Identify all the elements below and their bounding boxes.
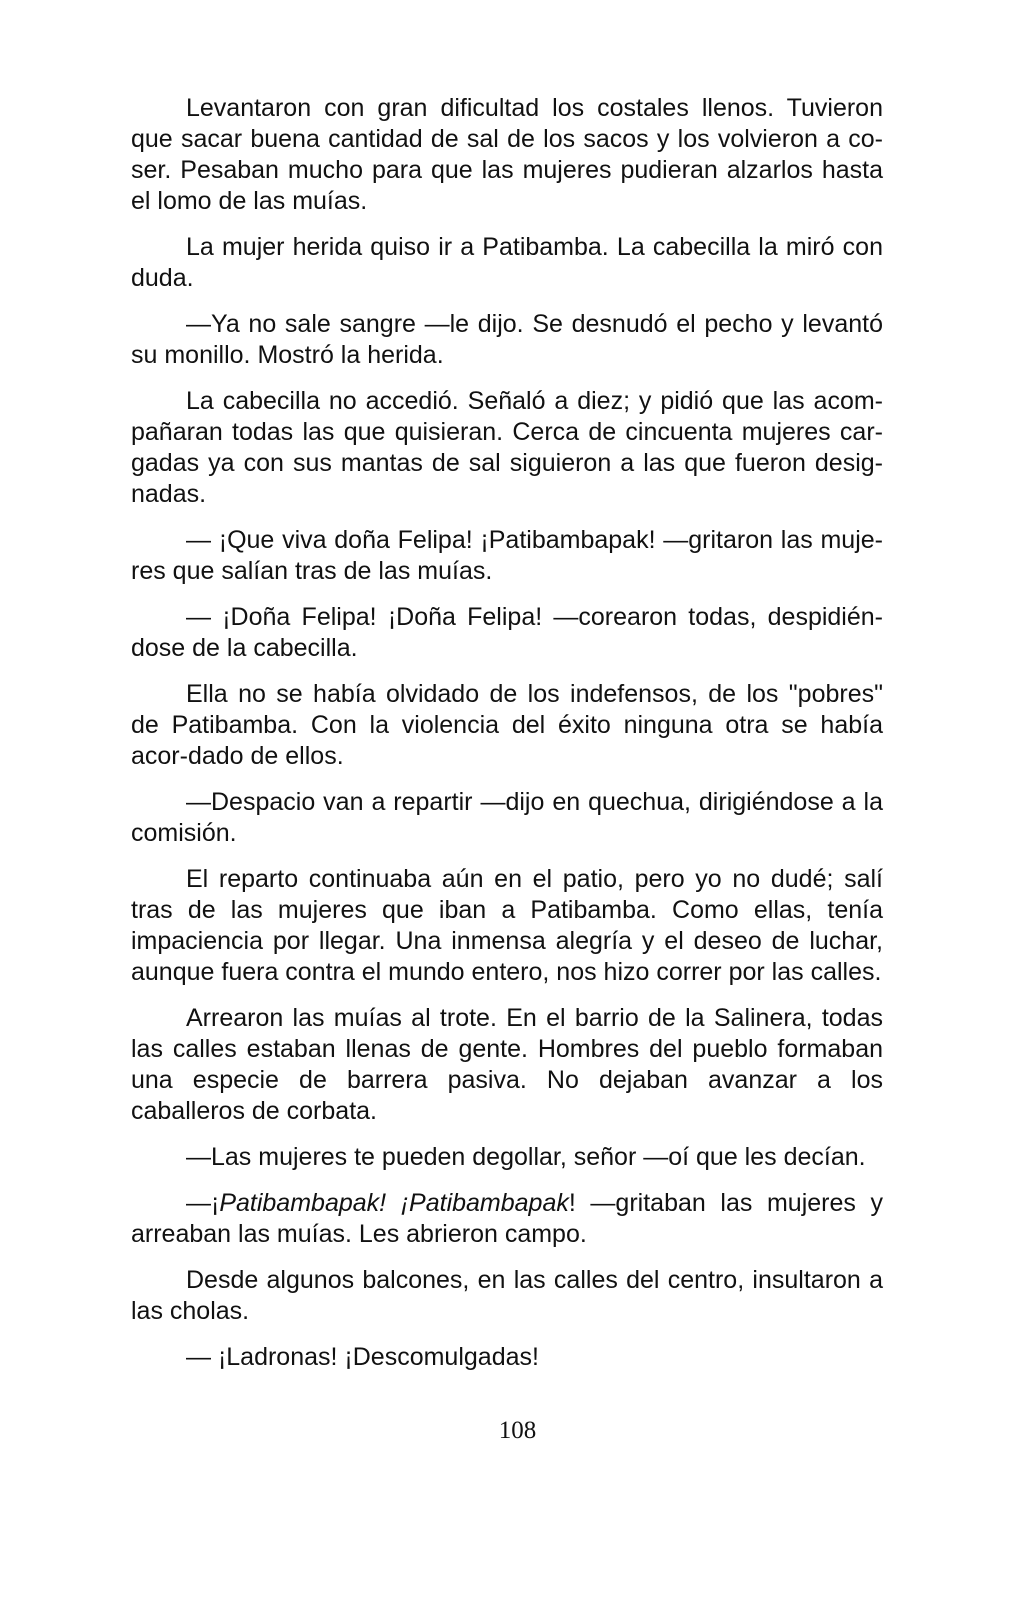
paragraph-13: Desde algunos balcones, en las calles del centro, insultaron a las cholas. — [131, 1266, 883, 1325]
paragraph-14: — ¡Ladronas! ¡Descomulgadas! — [186, 1343, 539, 1371]
paragraph-8: —Despacio van a repartir —dijo en quechua, dirigiéndose a la comisión. — [131, 788, 883, 847]
paragraph-10: Arrearon las muías al trote. En el barrio de la Salinera, todas las calles estaban llenas de gente. Hombres del pueblo formaban una especie de barrera pasiva. No dejaban avanzar a los caballeros de corbata. — [131, 1004, 883, 1125]
paragraph-3: —Ya no sale sangre —le dijo. Se desnudó el pecho y levantó su monillo. Mostró la herida. — [131, 310, 883, 369]
page-number: 108 — [498, 1417, 537, 1444]
page-body — [131, 93, 883, 1373]
paragraph-9: El reparto continuaba aún en el patio, pero yo no dudé; salí tras de las mujeres que iban a Patibamba. Como ellas, tenía impaciencia por llegar. Una inmensa alegría y el deseo de luchar, aunque fuera contra el mundo entero, nos hizo correr por las calles. — [131, 865, 883, 986]
paragraph-11: —Las mujeres te pueden degollar, señor —oí que les decían. — [186, 1143, 866, 1171]
paragraph-1: Levantaron con gran dificultad los costales llenos. Tuvieron que sacar buena cantidad de sal de los sacos y los volvieron a co-ser. Pesaban mucho para que las mujeres pudieran alzarlos hasta el lomo de las muías. — [131, 94, 883, 215]
paragraph-7: Ella no se había olvidado de los indefensos, de los "pobres" de Patibamba. Con la violencia del éxito ninguna otra se había acor-dado de ellos. — [131, 680, 883, 770]
paragraph-4: La cabecilla no accedió. Señaló a diez; y pidió que las acom-pañaran todas las que quisieran. Cerca de cincuenta mujeres car-gadas ya con sus mantas de sal siguieron a las que fueron desig-nadas. — [131, 387, 883, 508]
paragraph-12-rest: ! —gritaban las mujeres y arreaban las muías. Les abrieron campo. — [131, 1189, 883, 1248]
paragraph-12 — [131, 1188, 883, 1250]
paragraph-2: La mujer herida quiso ir a Patibamba. La cabecilla la miró con duda. — [131, 233, 883, 292]
paragraph-12-italic: Patibambapak! ¡Patibambapak — [219, 1189, 569, 1217]
paragraph-6: — ¡Doña Felipa! ¡Doña Felipa! —corearon todas, despidién-dose de la cabecilla. — [131, 603, 883, 662]
paragraph-5: — ¡Que viva doña Felipa! ¡Patibambapak! —gritaron las muje-res que salían tras de las muías. — [131, 526, 883, 585]
paragraph-12-lead: —¡ — [186, 1189, 220, 1217]
